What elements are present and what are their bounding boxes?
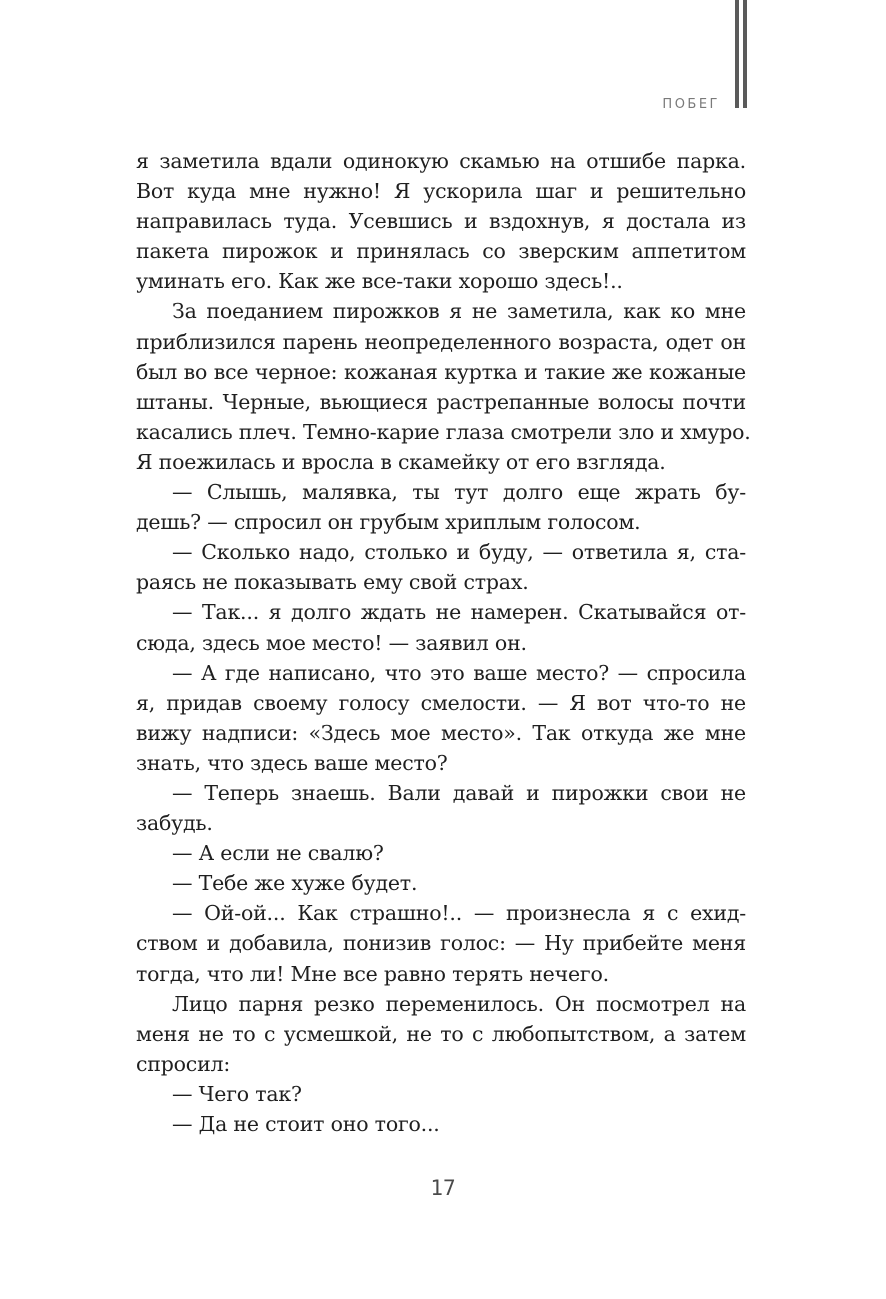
text-line: — Теперь знаешь. Вали давай и пирожки свои не: [172, 780, 746, 805]
page-number: 17: [430, 1176, 456, 1200]
text-line: — Ой-ой... Как страшно!.. — произнесла я с ехид-: [172, 901, 746, 926]
decorative-bar-left: [735, 0, 739, 108]
text-line: — Тебе же хуже будет.: [172, 871, 418, 896]
text-line: — Да не стоит оно того...: [172, 1112, 440, 1136]
text-line: направилась туда. Усевшись и вздохнув, я достала из: [136, 209, 746, 234]
text-line: знать, что здесь ваше место?: [136, 750, 448, 775]
text-line: штаны. Черные, вьющиеся растрепанные волосы почти: [136, 389, 746, 414]
text-line: — А если не свалю?: [172, 841, 384, 866]
text-line: раясь не показывать ему свой страх.: [136, 570, 529, 595]
body-text: [136, 146, 751, 1139]
text-line: За поеданием пирожков я не заметила, как ко мне: [172, 299, 746, 324]
text-line: дешь? — спросил он грубым хриплым голосом.: [136, 510, 641, 535]
running-head: ПОБЕГ: [662, 97, 720, 112]
decorative-bar-right: [743, 0, 747, 108]
text-line: приблизился парень неопределенного возраста, одет он: [136, 329, 746, 354]
text-line: тогда, что ли! Мне все равно терять нечего.: [136, 961, 609, 986]
text-line: — Чего так?: [172, 1081, 302, 1106]
text-line: — Слышь, малявка, ты тут долго еще жрать бу-: [172, 480, 746, 505]
text-line: меня не то с усмешкой, не то с любопытством, а затем: [136, 1021, 746, 1046]
text-line: касались плеч. Темно-карие глаза смотрели зло и хмуро.: [136, 419, 751, 444]
text-line: ством и добавила, понизив голос: — Ну прибейте меня: [136, 931, 746, 956]
text-line: — Так... я долго ждать не намерен. Скатывайся от-: [172, 600, 746, 625]
text-line: был во все черное: кожаная куртка и такие же кожаные: [136, 359, 746, 384]
text-line: спросил:: [136, 1051, 231, 1076]
text-line: я заметила вдали одинокую скамью на отшибе парка.: [136, 149, 746, 173]
text-line: я, придав своему голосу смелости. — Я вот что-то не: [136, 690, 746, 715]
text-line: Лицо парня резко переменилось. Он посмотрел на: [172, 991, 746, 1016]
text-line: Вот куда мне нужно! Я ускорила шаг и решительно: [136, 179, 746, 204]
text-line: — Сколько надо, столько и буду, — ответила я, ста-: [172, 540, 746, 565]
text-line: пакета пирожок и принялась со зверским аппетитом: [136, 239, 746, 264]
text-line: Я поежилась и вросла в скамейку от его взгляда.: [136, 449, 666, 474]
text-line: вижу надписи: «Здесь мое место». Так откуда же мне: [136, 720, 746, 745]
header-decorative-bars: [0, 0, 886, 110]
text-line: забудь.: [136, 811, 213, 836]
text-line: сюда, здесь мое место! — заявил он.: [136, 630, 527, 655]
text-line: — А где написано, что это ваше место? — спросила: [172, 660, 746, 685]
text-line: уминать его. Как же все-таки хорошо здесь!..: [136, 269, 623, 294]
